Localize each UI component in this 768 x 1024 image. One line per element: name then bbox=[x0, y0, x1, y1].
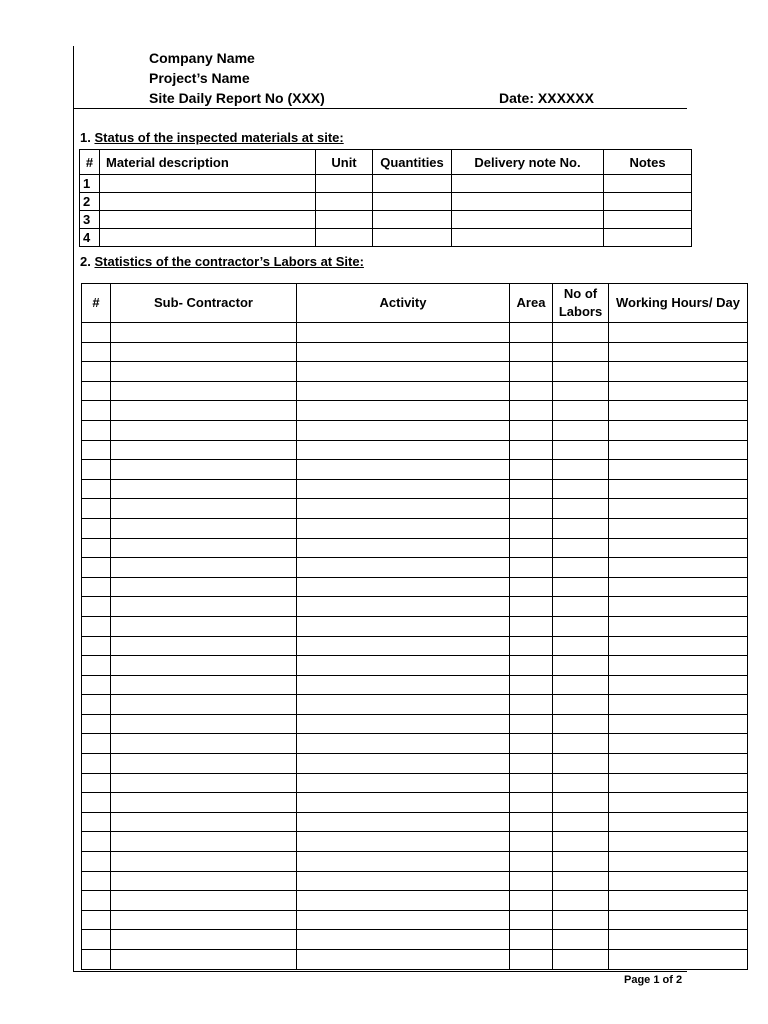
table-row bbox=[82, 362, 748, 382]
no-of-labors-cell[interactable] bbox=[553, 342, 609, 362]
area-cell[interactable] bbox=[510, 891, 553, 911]
area-cell[interactable] bbox=[510, 871, 553, 891]
quantities-cell[interactable] bbox=[373, 175, 452, 193]
working-hours-cell[interactable] bbox=[609, 460, 748, 480]
activity-cell[interactable] bbox=[297, 891, 510, 911]
subcontractor-cell[interactable] bbox=[111, 754, 297, 774]
materials-table bbox=[79, 149, 692, 247]
area-cell[interactable] bbox=[510, 460, 553, 480]
table-row bbox=[80, 175, 692, 193]
table-row bbox=[82, 891, 748, 911]
working-hours-cell[interactable] bbox=[609, 773, 748, 793]
report-number: Site Daily Report No (XXX) bbox=[149, 90, 325, 106]
table-row bbox=[82, 597, 748, 617]
number-cell[interactable] bbox=[82, 636, 111, 656]
subcontractor-cell[interactable] bbox=[111, 381, 297, 401]
number-cell[interactable] bbox=[82, 538, 111, 558]
table-row bbox=[80, 193, 692, 211]
number-cell[interactable] bbox=[82, 656, 111, 676]
table-row bbox=[82, 323, 748, 343]
notes-cell[interactable] bbox=[604, 211, 692, 229]
area-cell[interactable] bbox=[510, 754, 553, 774]
no-of-labors-cell[interactable] bbox=[553, 891, 609, 911]
number-cell[interactable] bbox=[82, 420, 111, 440]
table-row bbox=[82, 479, 748, 499]
no-of-labors-cell[interactable] bbox=[553, 362, 609, 382]
row-number: 1 bbox=[80, 175, 100, 193]
activity-cell[interactable] bbox=[297, 832, 510, 852]
working-hours-cell[interactable] bbox=[609, 342, 748, 362]
number-cell[interactable] bbox=[82, 401, 111, 421]
materials-col-notes: Notes bbox=[604, 150, 692, 175]
number-cell[interactable] bbox=[82, 930, 111, 950]
no-of-labors-cell[interactable] bbox=[553, 558, 609, 578]
number-cell[interactable] bbox=[82, 734, 111, 754]
unit-cell[interactable] bbox=[316, 175, 373, 193]
company-name: Company Name bbox=[149, 50, 255, 66]
area-cell[interactable] bbox=[510, 538, 553, 558]
table-row bbox=[82, 695, 748, 715]
no-of-labors-cell[interactable] bbox=[553, 754, 609, 774]
activity-cell[interactable] bbox=[297, 950, 510, 970]
no-of-labors-cell[interactable] bbox=[553, 950, 609, 970]
area-cell[interactable] bbox=[510, 558, 553, 578]
number-cell[interactable] bbox=[82, 910, 111, 930]
number-cell[interactable] bbox=[82, 460, 111, 480]
notes-cell[interactable] bbox=[604, 175, 692, 193]
delivery-note-cell[interactable] bbox=[452, 211, 604, 229]
area-cell[interactable] bbox=[510, 323, 553, 343]
table-row bbox=[82, 734, 748, 754]
subcontractor-cell[interactable] bbox=[111, 323, 297, 343]
table-row bbox=[82, 381, 748, 401]
no-of-labors-cell[interactable] bbox=[553, 930, 609, 950]
number-cell[interactable] bbox=[82, 342, 111, 362]
material-description-cell[interactable] bbox=[100, 229, 316, 247]
working-hours-cell[interactable] bbox=[609, 323, 748, 343]
activity-cell[interactable] bbox=[297, 577, 510, 597]
no-of-labors-cell[interactable] bbox=[553, 734, 609, 754]
section1-number: 1. bbox=[80, 130, 91, 145]
project-name: Project’s Name bbox=[149, 70, 250, 86]
subcontractor-cell[interactable] bbox=[111, 460, 297, 480]
no-of-labors-cell[interactable] bbox=[553, 871, 609, 891]
number-cell[interactable] bbox=[82, 852, 111, 872]
activity-cell[interactable] bbox=[297, 675, 510, 695]
table-row bbox=[82, 675, 748, 695]
working-hours-cell[interactable] bbox=[609, 812, 748, 832]
subcontractor-cell[interactable] bbox=[111, 636, 297, 656]
area-cell[interactable] bbox=[510, 695, 553, 715]
area-cell[interactable] bbox=[510, 714, 553, 734]
subcontractor-cell[interactable] bbox=[111, 910, 297, 930]
bottom-rule bbox=[73, 971, 687, 972]
activity-cell[interactable] bbox=[297, 362, 510, 382]
number-cell[interactable] bbox=[82, 597, 111, 617]
material-description-cell[interactable] bbox=[100, 211, 316, 229]
activity-cell[interactable] bbox=[297, 910, 510, 930]
activity-cell[interactable] bbox=[297, 558, 510, 578]
activity-cell[interactable] bbox=[297, 597, 510, 617]
row-number: 2 bbox=[80, 193, 100, 211]
working-hours-cell[interactable] bbox=[609, 793, 748, 813]
number-cell[interactable] bbox=[82, 558, 111, 578]
number-cell[interactable] bbox=[82, 440, 111, 460]
number-cell[interactable] bbox=[82, 577, 111, 597]
labors-body bbox=[82, 323, 748, 970]
subcontractor-cell[interactable] bbox=[111, 871, 297, 891]
no-of-labors-cell[interactable] bbox=[553, 616, 609, 636]
area-cell[interactable] bbox=[510, 734, 553, 754]
no-of-labors-cell[interactable] bbox=[553, 460, 609, 480]
activity-cell[interactable] bbox=[297, 460, 510, 480]
table-row bbox=[80, 211, 692, 229]
working-hours-cell[interactable] bbox=[609, 479, 748, 499]
working-hours-cell[interactable] bbox=[609, 891, 748, 911]
activity-cell[interactable] bbox=[297, 773, 510, 793]
delivery-note-cell[interactable] bbox=[452, 193, 604, 211]
subcontractor-cell[interactable] bbox=[111, 518, 297, 538]
subcontractor-cell[interactable] bbox=[111, 793, 297, 813]
table-row bbox=[82, 499, 748, 519]
table-row bbox=[82, 577, 748, 597]
subcontractor-cell[interactable] bbox=[111, 695, 297, 715]
number-cell[interactable] bbox=[82, 499, 111, 519]
table-row bbox=[82, 440, 748, 460]
labors-col-area: Area bbox=[510, 284, 553, 323]
delivery-note-cell[interactable] bbox=[452, 229, 604, 247]
no-of-labors-cell[interactable] bbox=[553, 675, 609, 695]
table-row bbox=[82, 401, 748, 421]
quantities-cell[interactable] bbox=[373, 211, 452, 229]
subcontractor-cell[interactable] bbox=[111, 558, 297, 578]
working-hours-cell[interactable] bbox=[609, 538, 748, 558]
report-date: Date: XXXXXX bbox=[499, 90, 594, 106]
area-cell[interactable] bbox=[510, 636, 553, 656]
working-hours-cell[interactable] bbox=[609, 420, 748, 440]
area-cell[interactable] bbox=[510, 342, 553, 362]
activity-cell[interactable] bbox=[297, 499, 510, 519]
materials-col-description: Material description bbox=[100, 150, 316, 175]
no-of-labors-cell[interactable] bbox=[553, 538, 609, 558]
working-hours-cell[interactable] bbox=[609, 636, 748, 656]
left-margin-rule bbox=[73, 46, 74, 972]
activity-cell[interactable] bbox=[297, 518, 510, 538]
no-of-labors-cell[interactable] bbox=[553, 910, 609, 930]
subcontractor-cell[interactable] bbox=[111, 930, 297, 950]
area-cell[interactable] bbox=[510, 479, 553, 499]
number-cell[interactable] bbox=[82, 871, 111, 891]
table-row bbox=[82, 793, 748, 813]
no-of-labors-cell[interactable] bbox=[553, 323, 609, 343]
labors-col-number: # bbox=[82, 284, 111, 323]
subcontractor-cell[interactable] bbox=[111, 616, 297, 636]
working-hours-cell[interactable] bbox=[609, 754, 748, 774]
table-row bbox=[82, 930, 748, 950]
working-hours-cell[interactable] bbox=[609, 950, 748, 970]
section1-title bbox=[80, 130, 344, 146]
no-of-labors-cell[interactable] bbox=[553, 793, 609, 813]
working-hours-cell[interactable] bbox=[609, 499, 748, 519]
no-of-labors-cell[interactable] bbox=[553, 656, 609, 676]
table-row bbox=[82, 950, 748, 970]
materials-col-number: # bbox=[80, 150, 100, 175]
materials-col-unit: Unit bbox=[316, 150, 373, 175]
no-of-labors-cell[interactable] bbox=[553, 518, 609, 538]
delivery-note-cell[interactable] bbox=[452, 175, 604, 193]
activity-cell[interactable] bbox=[297, 401, 510, 421]
labors-col-no-of-labors: No of Labors bbox=[553, 284, 609, 323]
no-of-labors-cell[interactable] bbox=[553, 597, 609, 617]
table-row bbox=[82, 538, 748, 558]
table-row bbox=[82, 518, 748, 538]
table-row bbox=[82, 812, 748, 832]
table-row bbox=[82, 616, 748, 636]
quantities-cell[interactable] bbox=[373, 229, 452, 247]
number-cell[interactable] bbox=[82, 518, 111, 538]
unit-cell[interactable] bbox=[316, 193, 373, 211]
number-cell[interactable] bbox=[82, 362, 111, 382]
working-hours-cell[interactable] bbox=[609, 832, 748, 852]
area-cell[interactable] bbox=[510, 401, 553, 421]
area-cell[interactable] bbox=[510, 910, 553, 930]
working-hours-cell[interactable] bbox=[609, 616, 748, 636]
table-row bbox=[82, 852, 748, 872]
subcontractor-cell[interactable] bbox=[111, 538, 297, 558]
no-of-labors-cell[interactable] bbox=[553, 440, 609, 460]
row-number: 3 bbox=[80, 211, 100, 229]
activity-cell[interactable] bbox=[297, 420, 510, 440]
subcontractor-cell[interactable] bbox=[111, 734, 297, 754]
header-rule bbox=[73, 108, 687, 109]
table-row bbox=[82, 754, 748, 774]
area-cell[interactable] bbox=[510, 499, 553, 519]
material-description-cell[interactable] bbox=[100, 175, 316, 193]
subcontractor-cell[interactable] bbox=[111, 773, 297, 793]
activity-cell[interactable] bbox=[297, 852, 510, 872]
working-hours-cell[interactable] bbox=[609, 656, 748, 676]
no-of-labors-cell[interactable] bbox=[553, 479, 609, 499]
row-number: 4 bbox=[80, 229, 100, 247]
activity-cell[interactable] bbox=[297, 812, 510, 832]
subcontractor-cell[interactable] bbox=[111, 656, 297, 676]
number-cell[interactable] bbox=[82, 793, 111, 813]
notes-cell[interactable] bbox=[604, 193, 692, 211]
number-cell[interactable] bbox=[82, 323, 111, 343]
number-cell[interactable] bbox=[82, 891, 111, 911]
activity-cell[interactable] bbox=[297, 695, 510, 715]
working-hours-cell[interactable] bbox=[609, 558, 748, 578]
subcontractor-cell[interactable] bbox=[111, 852, 297, 872]
working-hours-cell[interactable] bbox=[609, 910, 748, 930]
area-cell[interactable] bbox=[510, 577, 553, 597]
table-row bbox=[82, 871, 748, 891]
materials-col-quantities: Quantities bbox=[373, 150, 452, 175]
table-row bbox=[82, 656, 748, 676]
activity-cell[interactable] bbox=[297, 440, 510, 460]
no-of-labors-cell[interactable] bbox=[553, 381, 609, 401]
table-row bbox=[82, 420, 748, 440]
area-cell[interactable] bbox=[510, 773, 553, 793]
area-cell[interactable] bbox=[510, 675, 553, 695]
working-hours-cell[interactable] bbox=[609, 401, 748, 421]
working-hours-cell[interactable] bbox=[609, 714, 748, 734]
activity-cell[interactable] bbox=[297, 479, 510, 499]
number-cell[interactable] bbox=[82, 950, 111, 970]
activity-cell[interactable] bbox=[297, 734, 510, 754]
table-row bbox=[82, 714, 748, 734]
area-cell[interactable] bbox=[510, 930, 553, 950]
labors-col-working-hours: Working Hours/ Day bbox=[609, 284, 748, 323]
activity-cell[interactable] bbox=[297, 871, 510, 891]
section1-title-text: Status of the inspected materials at site: bbox=[94, 130, 344, 145]
activity-cell[interactable] bbox=[297, 714, 510, 734]
activity-cell[interactable] bbox=[297, 342, 510, 362]
number-cell[interactable] bbox=[82, 479, 111, 499]
subcontractor-cell[interactable] bbox=[111, 401, 297, 421]
subcontractor-cell[interactable] bbox=[111, 342, 297, 362]
subcontractor-cell[interactable] bbox=[111, 891, 297, 911]
no-of-labors-cell[interactable] bbox=[553, 499, 609, 519]
number-cell[interactable] bbox=[82, 754, 111, 774]
materials-col-delivery-note: Delivery note No. bbox=[452, 150, 604, 175]
table-row bbox=[82, 910, 748, 930]
area-cell[interactable] bbox=[510, 812, 553, 832]
working-hours-cell[interactable] bbox=[609, 675, 748, 695]
no-of-labors-cell[interactable] bbox=[553, 773, 609, 793]
subcontractor-cell[interactable] bbox=[111, 440, 297, 460]
labors-col-activity: Activity bbox=[297, 284, 510, 323]
materials-header-row bbox=[80, 150, 692, 175]
number-cell[interactable] bbox=[82, 832, 111, 852]
table-row bbox=[82, 832, 748, 852]
working-hours-cell[interactable] bbox=[609, 577, 748, 597]
material-description-cell[interactable] bbox=[100, 193, 316, 211]
activity-cell[interactable] bbox=[297, 793, 510, 813]
table-row bbox=[82, 558, 748, 578]
table-row bbox=[82, 342, 748, 362]
quantities-cell[interactable] bbox=[373, 193, 452, 211]
activity-cell[interactable] bbox=[297, 381, 510, 401]
area-cell[interactable] bbox=[510, 832, 553, 852]
activity-cell[interactable] bbox=[297, 636, 510, 656]
subcontractor-cell[interactable] bbox=[111, 832, 297, 852]
working-hours-cell[interactable] bbox=[609, 597, 748, 617]
number-cell[interactable] bbox=[82, 675, 111, 695]
area-cell[interactable] bbox=[510, 440, 553, 460]
subcontractor-cell[interactable] bbox=[111, 597, 297, 617]
subcontractor-cell[interactable] bbox=[111, 714, 297, 734]
section2-number: 2. bbox=[80, 254, 91, 269]
unit-cell[interactable] bbox=[316, 229, 373, 247]
page-number: Page 1 of 2 bbox=[624, 974, 683, 986]
no-of-labors-cell[interactable] bbox=[553, 812, 609, 832]
working-hours-cell[interactable] bbox=[609, 852, 748, 872]
number-cell[interactable] bbox=[82, 714, 111, 734]
area-cell[interactable] bbox=[510, 852, 553, 872]
working-hours-cell[interactable] bbox=[609, 695, 748, 715]
activity-cell[interactable] bbox=[297, 930, 510, 950]
number-cell[interactable] bbox=[82, 381, 111, 401]
area-cell[interactable] bbox=[510, 656, 553, 676]
area-cell[interactable] bbox=[510, 420, 553, 440]
no-of-labors-cell[interactable] bbox=[553, 577, 609, 597]
subcontractor-cell[interactable] bbox=[111, 577, 297, 597]
working-hours-cell[interactable] bbox=[609, 930, 748, 950]
area-cell[interactable] bbox=[510, 597, 553, 617]
subcontractor-cell[interactable] bbox=[111, 950, 297, 970]
number-cell[interactable] bbox=[82, 616, 111, 636]
number-cell[interactable] bbox=[82, 695, 111, 715]
subcontractor-cell[interactable] bbox=[111, 499, 297, 519]
working-hours-cell[interactable] bbox=[609, 362, 748, 382]
working-hours-cell[interactable] bbox=[609, 518, 748, 538]
no-of-labors-cell[interactable] bbox=[553, 695, 609, 715]
working-hours-cell[interactable] bbox=[609, 734, 748, 754]
table-row bbox=[82, 773, 748, 793]
subcontractor-cell[interactable] bbox=[111, 420, 297, 440]
labors-header-row bbox=[82, 284, 748, 323]
area-cell[interactable] bbox=[510, 616, 553, 636]
area-cell[interactable] bbox=[510, 381, 553, 401]
no-of-labors-cell[interactable] bbox=[553, 852, 609, 872]
number-cell[interactable] bbox=[82, 812, 111, 832]
subcontractor-cell[interactable] bbox=[111, 479, 297, 499]
table-row bbox=[82, 460, 748, 480]
working-hours-cell[interactable] bbox=[609, 871, 748, 891]
notes-cell[interactable] bbox=[604, 229, 692, 247]
subcontractor-cell[interactable] bbox=[111, 675, 297, 695]
activity-cell[interactable] bbox=[297, 323, 510, 343]
unit-cell[interactable] bbox=[316, 211, 373, 229]
no-of-labors-cell[interactable] bbox=[553, 636, 609, 656]
working-hours-cell[interactable] bbox=[609, 381, 748, 401]
section2-title-text: Statistics of the contractor’s Labors at Site: bbox=[94, 254, 364, 269]
table-row bbox=[82, 636, 748, 656]
labors-table bbox=[81, 283, 748, 970]
table-row bbox=[80, 229, 692, 247]
no-of-labors-cell[interactable] bbox=[553, 420, 609, 440]
activity-cell[interactable] bbox=[297, 754, 510, 774]
subcontractor-cell[interactable] bbox=[111, 362, 297, 382]
activity-cell[interactable] bbox=[297, 656, 510, 676]
area-cell[interactable] bbox=[510, 950, 553, 970]
labors-col-subcontractor: Sub- Contractor bbox=[111, 284, 297, 323]
working-hours-cell[interactable] bbox=[609, 440, 748, 460]
no-of-labors-cell[interactable] bbox=[553, 832, 609, 852]
no-of-labors-cell[interactable] bbox=[553, 401, 609, 421]
number-cell[interactable] bbox=[82, 773, 111, 793]
activity-cell[interactable] bbox=[297, 538, 510, 558]
section2-title bbox=[80, 254, 364, 270]
activity-cell[interactable] bbox=[297, 616, 510, 636]
no-of-labors-cell[interactable] bbox=[553, 714, 609, 734]
area-cell[interactable] bbox=[510, 518, 553, 538]
subcontractor-cell[interactable] bbox=[111, 812, 297, 832]
area-cell[interactable] bbox=[510, 793, 553, 813]
area-cell[interactable] bbox=[510, 362, 553, 382]
